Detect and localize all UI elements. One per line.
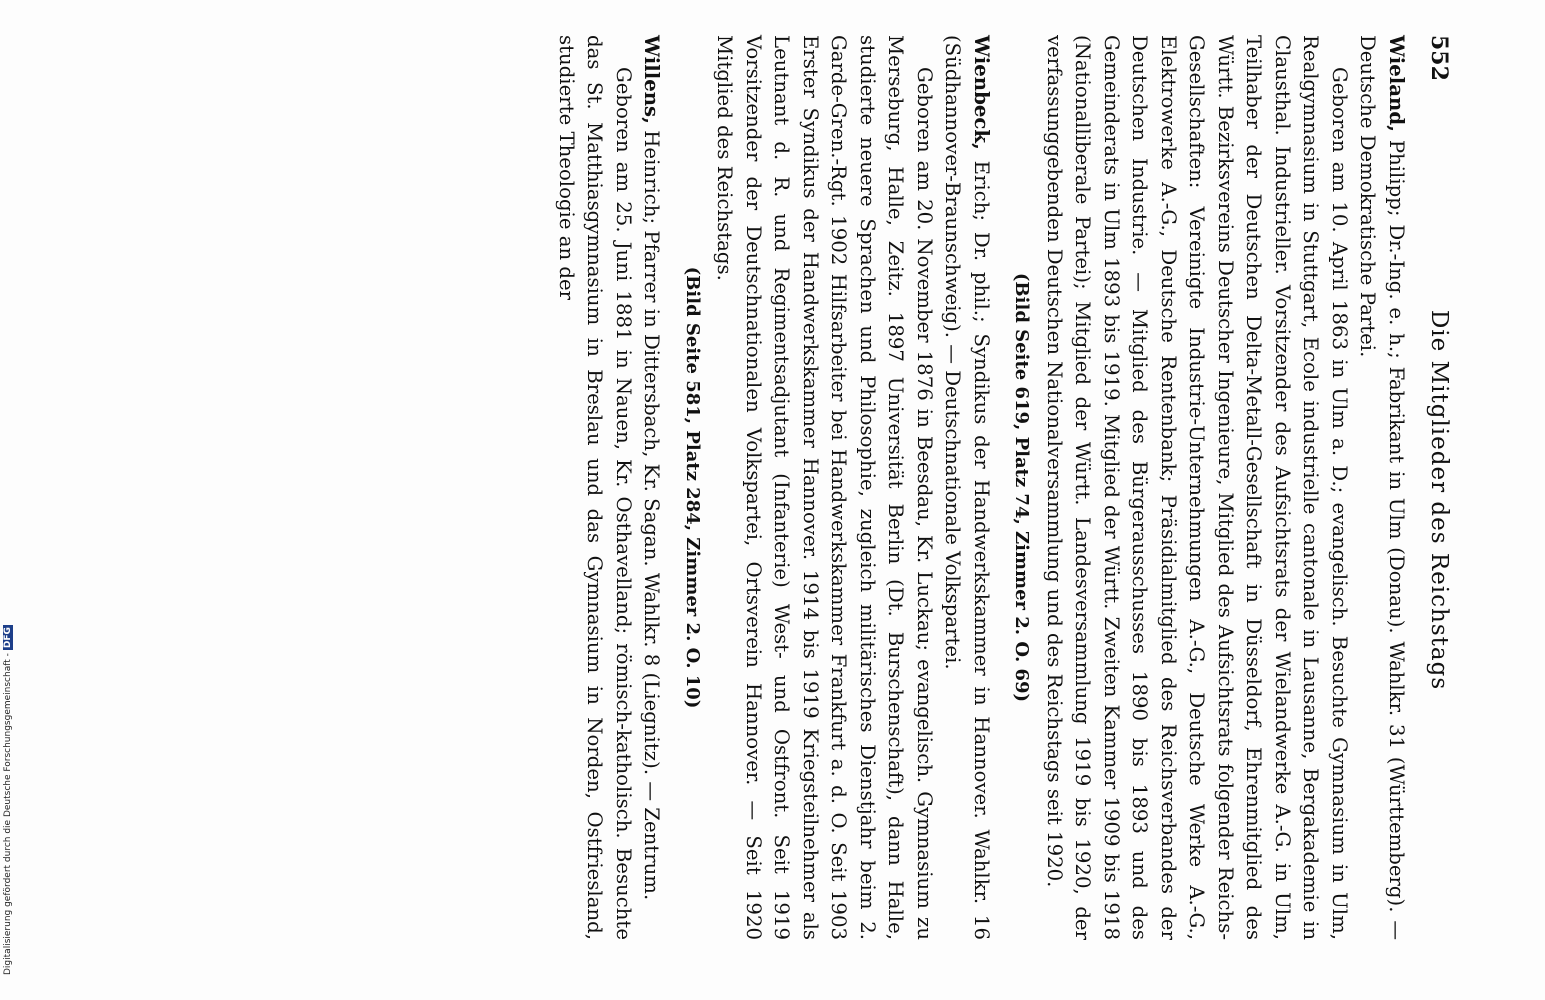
entry-summary: Philipp; Dr.-Ing. e. h.; Fabrikant in Ulm (Donau). Wahlkr. 31 (Württemberg). — Deutsche Demokratische Partei.: [1356, 35, 1408, 941]
entry-name: Willens,: [640, 35, 664, 124]
entry-name: Wienbeck,: [970, 35, 993, 150]
biography-entry-willens: [552, 35, 666, 940]
page-body: [542, 35, 1411, 940]
entry-biography: Geboren am 25. Juni 1881 in Nauen, Kr. Osthavelland; römisch-katholisch. Besuchte das St. Matthiasgymnasium in Breslau und das Gymnasium in Norden, Ostfriesland, studierte Theologie an der: [555, 35, 635, 940]
entry-summary: Heinrich; Pfarrer in Dittersbach, Kr. Sagan. Wahlkr. 8 (Liegnitz). — Zentrum.: [640, 130, 664, 901]
entry-intro: [637, 35, 666, 940]
dfg-logo: DFG: [3, 627, 13, 649]
digitization-credit: [3, 0, 17, 1000]
running-title: Die Mitglieder des Reichstags: [1426, 309, 1452, 691]
entry-biography: Geboren am 20. November 1876 in Beesdau, Kr. Luckau; evangelisch. Gymnasium zu Merseburg, Halle, Zeitz. 1897 Universität Berlin (Dt. Burschenschaft), dann Halle, studierte neuere Sprachen und Philosophie, zugleich militärisches Dienstjahr beim 2. Garde-Gren.-Rgt. 1902 Hilfsarbeiter bei Handwerkskammer Frankfurt a. d. O. Seit 1903 Erster Syndikus der Handwerkskammer Hannover. 1914 bis 1919 Kriegsteilnehmer als Leutnant d. R. und Regimentsadjutant (Infanterie) West- und Ostfront. Seit 1919 Vorsitzender der Deutschnationalen Volkspartei, Ortsverein Hannover. — Seit 1920 Mitglied des Reichstags.: [713, 35, 936, 940]
entry-reference: (Bild Seite 619, Platz 74, Zimmer 2. O. 69): [1011, 272, 1033, 703]
entry-intro: [1353, 35, 1410, 940]
rotated-text-block: [555, 0, 1480, 1000]
credit-line: [3, 0, 13, 975]
entry-reference: (Bild Seite 581, Platz 284, Zimmer 2. O. 10): [682, 266, 703, 709]
entry-intro: [938, 35, 995, 940]
biography-entry-wieland: [1007, 35, 1410, 940]
biography-entry-wienbeck: [678, 35, 996, 940]
credit-text: Digitalisierung gefördert durch die Deutsche Forschungsgemeinschaft -: [3, 653, 13, 975]
entry-summary: Erich; Dr. phil.; Syndikus der Handwerkskammer in Hannover. Wahlkr. 16 (Südhannover-Braunschweig). — Deutschnationale Volkspartei.: [941, 35, 993, 940]
entry-biography: Geboren am 10. April 1863 in Ulm a. D.; evangelisch. Besuchte Gymnasium in Ulm, Realgymnasium in Stuttgart, Ecole industrielle cantonale in Lausanne, Bergakademie in Clausthal. Industrieller. Vorsitzender des Aufsichtsrats der Wielandwerke A.-G. in Ulm, Teilhaber der Deutschen Delta-Metall-Gesellschaft in Düsseldorf, Ehrenmitglied des Württ. Bezirksvereins Deutscher Ingenieure, Mitglied des Aufsichtsrats folgender Reichs-Gesellschaften: Vereinigte Industrie-Unternehmungen A.-G., Deutsche Werke A.-G., Elektrowerke A.-G., Deutsche Rentenbank; Präsidialmitglied des Reichsverbandes der Deutschen Industrie. — Mitglied des Bürgerausschusses 1890 bis 1893 und des Gemeinderats in Ulm 1893 bis 1919. Mitglied der Württ. Zweiten Kammer 1909 bis 1918 (Nationalliberale Partei); Mitglied der Württ. Landesversammlung 1919 bis 1920, der verfassunggebenden Deutschen Nationalversammlung und des Reichstags seit 1920.: [1043, 35, 1351, 940]
page-header: [1422, 0, 1452, 1000]
page-number: 552: [1426, 35, 1452, 81]
entry-name: Wieland,: [1385, 35, 1408, 132]
